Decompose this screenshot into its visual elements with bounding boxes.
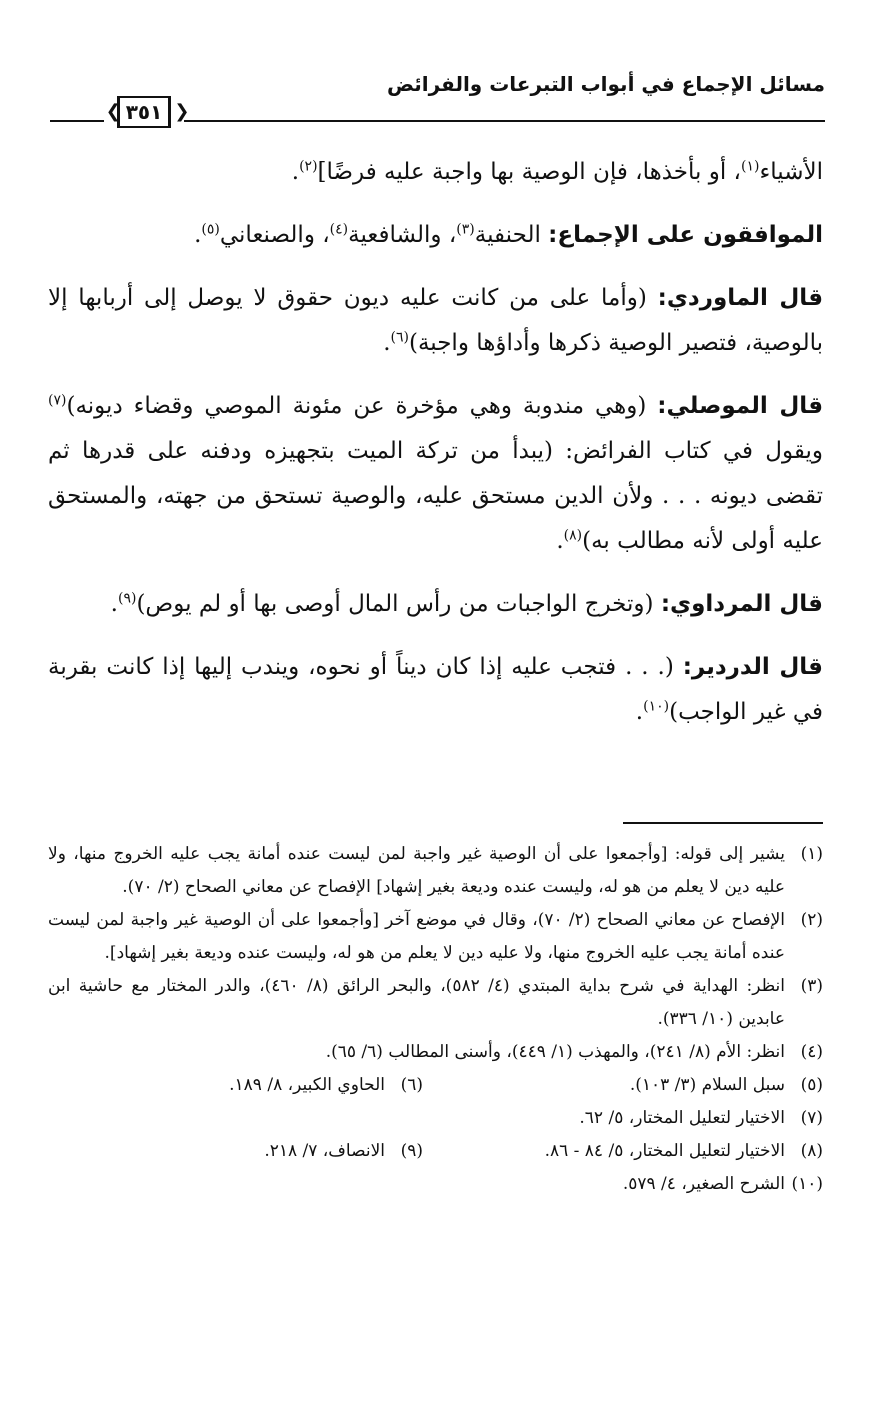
text-run: ويقول في كتاب الفرائض: (يبدأ من تركة الميت بتجهيزه ودفنه على قدرها ثم تقضى ديونه . . . ولأن الدين مستحق عليه، والوصية تستحق من جهته، والمستحق عليه أولى لأنه مطالب به) <box>48 438 823 554</box>
footnote-item <box>229 1069 423 1102</box>
ornament-right: ❯ <box>174 101 190 122</box>
footnote-ref[interactable]: (٣) <box>456 221 475 238</box>
footnote-item <box>48 838 823 904</box>
footnote-text: الاختيار لتعليل المختار، ٥/ ٦٢. <box>579 1108 785 1128</box>
footnote-text: الحاوي الكبير، ٨/ ١٨٩. <box>229 1075 385 1095</box>
footnote-number: (٧) <box>800 1108 823 1128</box>
footnote-number: (٩) <box>400 1141 423 1161</box>
footnote-item <box>48 1168 823 1201</box>
paragraph-6 <box>48 645 823 735</box>
footnote-ref[interactable]: (٦) <box>390 329 409 346</box>
lead-heading: الموافقون على الإجماع: <box>548 222 823 248</box>
text-run: . <box>110 591 118 617</box>
footnote-ref[interactable]: (٧) <box>48 392 67 409</box>
paragraph-3 <box>48 276 823 366</box>
text-run: (وتخرج الواجبات من رأس المال أوصى بها أو لم يوص) <box>136 591 661 617</box>
footnote-separator <box>623 822 823 824</box>
page-number-frame <box>104 94 190 130</box>
lead-heading: قال الدردير: <box>682 654 823 680</box>
footnote-item <box>48 970 823 1036</box>
footnote-text: الشرح الصغير، ٤/ ٥٧٩. <box>622 1174 785 1194</box>
footnote-text: انظر: الأم (٨/ ٢٤١)، والمهذب (١/ ٤٤٩)، وأسنى المطالب (٦/ ٦٥). <box>325 1042 785 1062</box>
footnote-text: يشير إلى قوله: [وأجمعوا على أن الوصية غير واجبة لمن ليست عنده أمانة يجب عليه الخروج منها، ولا عليه دين لا يعلم من هو له، وليست عنده وديعة بغير إشهاد] الإفصاح عن معاني الصحاح (٢/ ٧٠). <box>48 844 785 897</box>
footnote-number: (١) <box>800 844 823 864</box>
footnote-item <box>48 904 823 970</box>
text-run: ، أو بأخذها، فإن الوصية بها واجبة عليه فرضًا] <box>317 159 741 185</box>
footnote-ref[interactable]: (٩) <box>117 590 137 607</box>
text-run: (وهي مندوبة وهي مؤخرة عن مئونة الموصي وقضاء ديونه) <box>66 393 658 419</box>
footnote-ref[interactable]: (٤) <box>329 221 349 238</box>
text-run: . <box>556 528 564 554</box>
paragraph-4 <box>48 384 823 564</box>
footnote-number: (٥) <box>800 1075 823 1095</box>
footnotes <box>48 838 823 1201</box>
footnote-item <box>48 1102 823 1135</box>
text-run: الحنفية <box>474 222 549 248</box>
text-run: . <box>194 222 202 248</box>
text-run: . <box>291 159 300 185</box>
ornament-left: ❮ <box>105 101 121 122</box>
footnote-item <box>423 1135 823 1168</box>
footnote-number: (٢) <box>800 910 823 930</box>
footnote-number: (٨) <box>800 1141 823 1161</box>
footnote-text: سبل السلام (٣/ ١٠٣). <box>629 1075 785 1095</box>
footnote-text: انظر: الهداية في شرح بداية المبتدي (٤/ ٥٨٢)، والبحر الرائق (٨/ ٤٦٠)، والدر المختار مع حاشية ابن عابدين (١٠/ ٣٣٦). <box>48 976 786 1029</box>
text-run: . <box>635 699 644 725</box>
footnote-row <box>48 1069 823 1102</box>
footnote-item <box>423 1069 823 1102</box>
page-number: ٣٥١ <box>117 96 172 128</box>
footnote-ref[interactable]: (٨) <box>563 527 583 544</box>
footnote-text: الاختيار لتعليل المختار، ٥/ ٨٤ - ٨٦. <box>544 1141 785 1161</box>
footnote-ref[interactable]: (١٠) <box>643 698 670 715</box>
footnote-item <box>264 1135 423 1168</box>
paragraph-2 <box>48 213 823 258</box>
footnote-number: (٦) <box>400 1075 423 1095</box>
text-run: (. . . فتجب عليه إذا كان ديناً أو نحوه، ويندب إليها إذا كانت بقربة في غير الواجب) <box>48 654 823 725</box>
text-run: . <box>383 330 391 356</box>
lead-heading: قال الموصلي: <box>657 393 823 419</box>
footnote-text: الانصاف، ٧/ ٢١٨. <box>264 1141 385 1161</box>
footnote-ref[interactable]: (٢) <box>299 158 318 175</box>
paragraph-1 <box>48 150 823 195</box>
text-run: (وأما على من كانت عليه ديون حقوق لا يوصل إلى أربابها إلا بالوصية، فتصير الوصية ذكرها وأداؤها واجبة) <box>48 285 823 356</box>
footnote-item <box>48 1036 823 1069</box>
lead-heading: قال المرداوي: <box>660 591 823 617</box>
lead-heading: قال الماوردي: <box>657 285 824 311</box>
footnote-ref[interactable]: (١) <box>740 158 760 175</box>
text-run: الأشياء <box>759 159 823 185</box>
footnote-number: (١٠) <box>791 1174 823 1194</box>
footnote-text: الإفصاح عن معاني الصحاح (٢/ ٧٠)، وقال في موضع آخر [وأجمعوا على أن الوصية غير واجبة لمن ليست عنده أمانة يجب عليه الخروج منها، ولا عليه دين لا يعلم من هو له، وليست عنده وديعة بغير إشهاد]. <box>48 910 785 963</box>
running-title: مسائل الإجماع في أبواب التبرعات والفرائض <box>386 72 825 96</box>
footnote-ref[interactable]: (٥) <box>201 221 220 238</box>
text-run: ، والشافعية <box>348 222 457 248</box>
text-run: ، والصنعاني <box>219 222 330 248</box>
footnote-number: (٣) <box>800 976 823 996</box>
main-text <box>48 150 823 753</box>
footnote-row <box>48 1135 823 1168</box>
paragraph-5 <box>48 582 823 627</box>
footnote-number: (٤) <box>800 1042 823 1062</box>
